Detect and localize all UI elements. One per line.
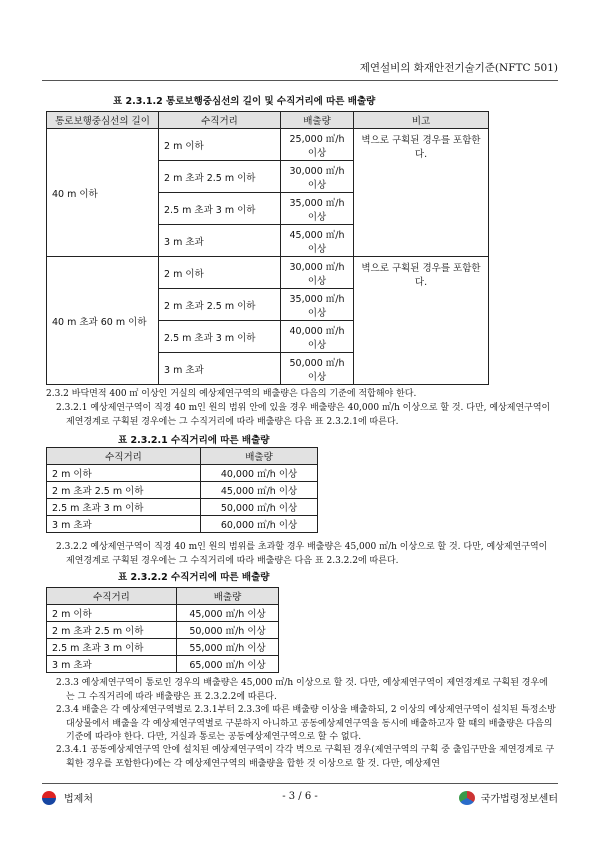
law-center-logo-icon xyxy=(459,791,475,805)
footer-right xyxy=(459,790,558,805)
table-row-vd: 2 m 초과 2.5 m 이하 xyxy=(47,622,177,639)
table-header-cell: 수직거리 xyxy=(159,112,281,129)
table-header-cell: 배출량 xyxy=(281,112,354,129)
length-cell: 40 m 이하 xyxy=(47,129,159,257)
table-header-cell: 배출량 xyxy=(201,448,318,465)
paragraph-2-3-2: 2.3.2 바닥면적 400 ㎡ 이상인 거실의 예상제연구역의 배출량은 다음의 기준에 적합해야 한다. xyxy=(46,389,417,399)
table-row-q: 50,000 ㎥/h 이상 xyxy=(201,499,318,516)
table-header-cell: 통로보행중심선의 길이 xyxy=(47,112,159,129)
note-cell: 벽으로 구획된 경우를 포함한다. xyxy=(354,129,489,257)
paragraph-2-3-2-2: 2.3.2.2 예상제연구역이 직경 40 m인 원의 범위를 초과할 경우 배출량은 45,000 ㎥/h 이상으로 할 것. 다만, 예상제연구역이 제연경계로 구획된 경우에는 그 수직거리에 따라 배출량은 다음 표 2.3.2.2에 따른다. xyxy=(56,542,548,566)
table-2-3-2-2-caption: 표 2.3.2.2 수직거리에 따른 배출량 xyxy=(118,572,270,583)
table-row-q: 60,000 ㎥/h 이상 xyxy=(201,516,318,533)
table-header-cell: 비고 xyxy=(354,112,489,129)
table-row-q: 45,000 ㎥/h 이상 xyxy=(177,605,279,622)
table-row-vd: 3 m 초과 xyxy=(47,516,201,533)
table-2-3-2-1 xyxy=(46,447,318,533)
exhaust-cell: 25,000 ㎥/h 이상 xyxy=(281,129,354,161)
table-row-q: 40,000 ㎥/h 이상 xyxy=(201,465,318,482)
exhaust-cell: 35,000 ㎥/h 이상 xyxy=(281,193,354,225)
vertical-distance-cell: 2 m 초과 2.5 m 이하 xyxy=(159,289,281,321)
table-2-3-2-2 xyxy=(46,587,279,673)
exhaust-cell: 30,000 ㎥/h 이상 xyxy=(281,257,354,289)
table-row-q: 45,000 ㎥/h 이상 xyxy=(201,482,318,499)
table-header-cell: 수직거리 xyxy=(47,448,201,465)
header-divider xyxy=(42,80,558,81)
page-number: - 3 / 6 - xyxy=(282,791,318,802)
table-2-3-2-1-caption: 표 2.3.2.1 수직거리에 따른 배출량 xyxy=(118,435,270,446)
table-2-3-1-2 xyxy=(46,111,489,385)
exhaust-cell: 45,000 ㎥/h 이상 xyxy=(281,225,354,257)
paragraph-2-3-4: 2.3.4 배출은 각 예상제연구역별로 2.3.1부터 2.3.3에 따른 배출량 이상을 배출하되, 2 이상의 예상제연구역이 설치된 특정소방대상물에서 배출을 각 예상제연구역별로 구분하지 아니하고 공동예상제연구역을 동시에 배출하고자 할 때의 배출량은 다음의 기준에 따라야 한다. 다만, 거실과 통로는 공동예상제연구역으로 할 수 없다. xyxy=(56,705,556,742)
table-row-q: 50,000 ㎥/h 이상 xyxy=(177,622,279,639)
table-row-q: 55,000 ㎥/h 이상 xyxy=(177,639,279,656)
length-cell: 40 m 초과 60 m 이하 xyxy=(47,257,159,385)
footer-right-label: 국가법령정보센터 xyxy=(480,794,558,805)
table-row-vd: 2 m 이하 xyxy=(47,465,201,482)
vertical-distance-cell: 3 m 초과 xyxy=(159,353,281,385)
document-header-title: 제연설비의 화재안전기술기준(NFTC 501) xyxy=(359,62,558,74)
table-row-vd: 2.5 m 초과 3 m 이하 xyxy=(47,499,201,516)
table-row-vd: 2 m 초과 2.5 m 이하 xyxy=(47,482,201,499)
exhaust-cell: 50,000 ㎥/h 이상 xyxy=(281,353,354,385)
table-header-cell: 배출량 xyxy=(177,588,279,605)
paragraph-2-3-2-1: 2.3.2.1 예상제연구역이 직경 40 m인 원의 범위 안에 있을 경우 배출량은 40,000 ㎥/h 이상으로 할 것. 다만, 예상제연구역이 제연경계로 구획된 경우에는 그 수직거리에 따라 배출량은 다음 표 2.3.2.1에 따른다. xyxy=(56,403,551,427)
exhaust-cell: 35,000 ㎥/h 이상 xyxy=(281,289,354,321)
table-row-vd: 2 m 이하 xyxy=(47,605,177,622)
paragraph-2-3-3: 2.3.3 예상제연구역이 통로인 경우의 배출량은 45,000 ㎥/h 이상으로 할 것. 다만, 예상제연구역이 제연경계로 구획된 경우에는 그 수직거리에 따라 배출량은 표 2.3.2.2에 따른다. xyxy=(56,678,548,702)
vertical-distance-cell: 2.5 m 초과 3 m 이하 xyxy=(159,193,281,225)
vertical-distance-cell: 2.5 m 초과 3 m 이하 xyxy=(159,321,281,353)
vertical-distance-cell: 2 m 이하 xyxy=(159,257,281,289)
exhaust-cell: 30,000 ㎥/h 이상 xyxy=(281,161,354,193)
table-row-q: 65,000 ㎥/h 이상 xyxy=(177,656,279,673)
table-header-cell: 수직거리 xyxy=(47,588,177,605)
vertical-distance-cell: 3 m 초과 xyxy=(159,225,281,257)
table-2-3-1-2-caption: 표 2.3.1.2 통로보행중심선의 길이 및 수직거리에 따른 배출량 xyxy=(113,96,376,107)
footer-divider xyxy=(42,783,558,784)
exhaust-cell: 40,000 ㎥/h 이상 xyxy=(281,321,354,353)
note-cell: 벽으로 구획된 경우를 포함한다. xyxy=(354,257,489,385)
table-row-vd: 3 m 초과 xyxy=(47,656,177,673)
footer-left-label: 법제처 xyxy=(64,794,93,805)
paragraph-2-3-4-1: 2.3.4.1 공동예상제연구역 안에 설치된 예상제연구역이 각각 벽으로 구획된 경우(제연구역의 구획 중 출입구만을 제연경계로 구획한 경우를 포함한다)에는 각 예상제연구역의 배출량을 합한 것 이상으로 할 것. 다만, 예상제연 xyxy=(56,745,555,769)
table-row-vd: 2.5 m 초과 3 m 이하 xyxy=(47,639,177,656)
vertical-distance-cell: 2 m 초과 2.5 m 이하 xyxy=(159,161,281,193)
vertical-distance-cell: 2 m 이하 xyxy=(159,129,281,161)
